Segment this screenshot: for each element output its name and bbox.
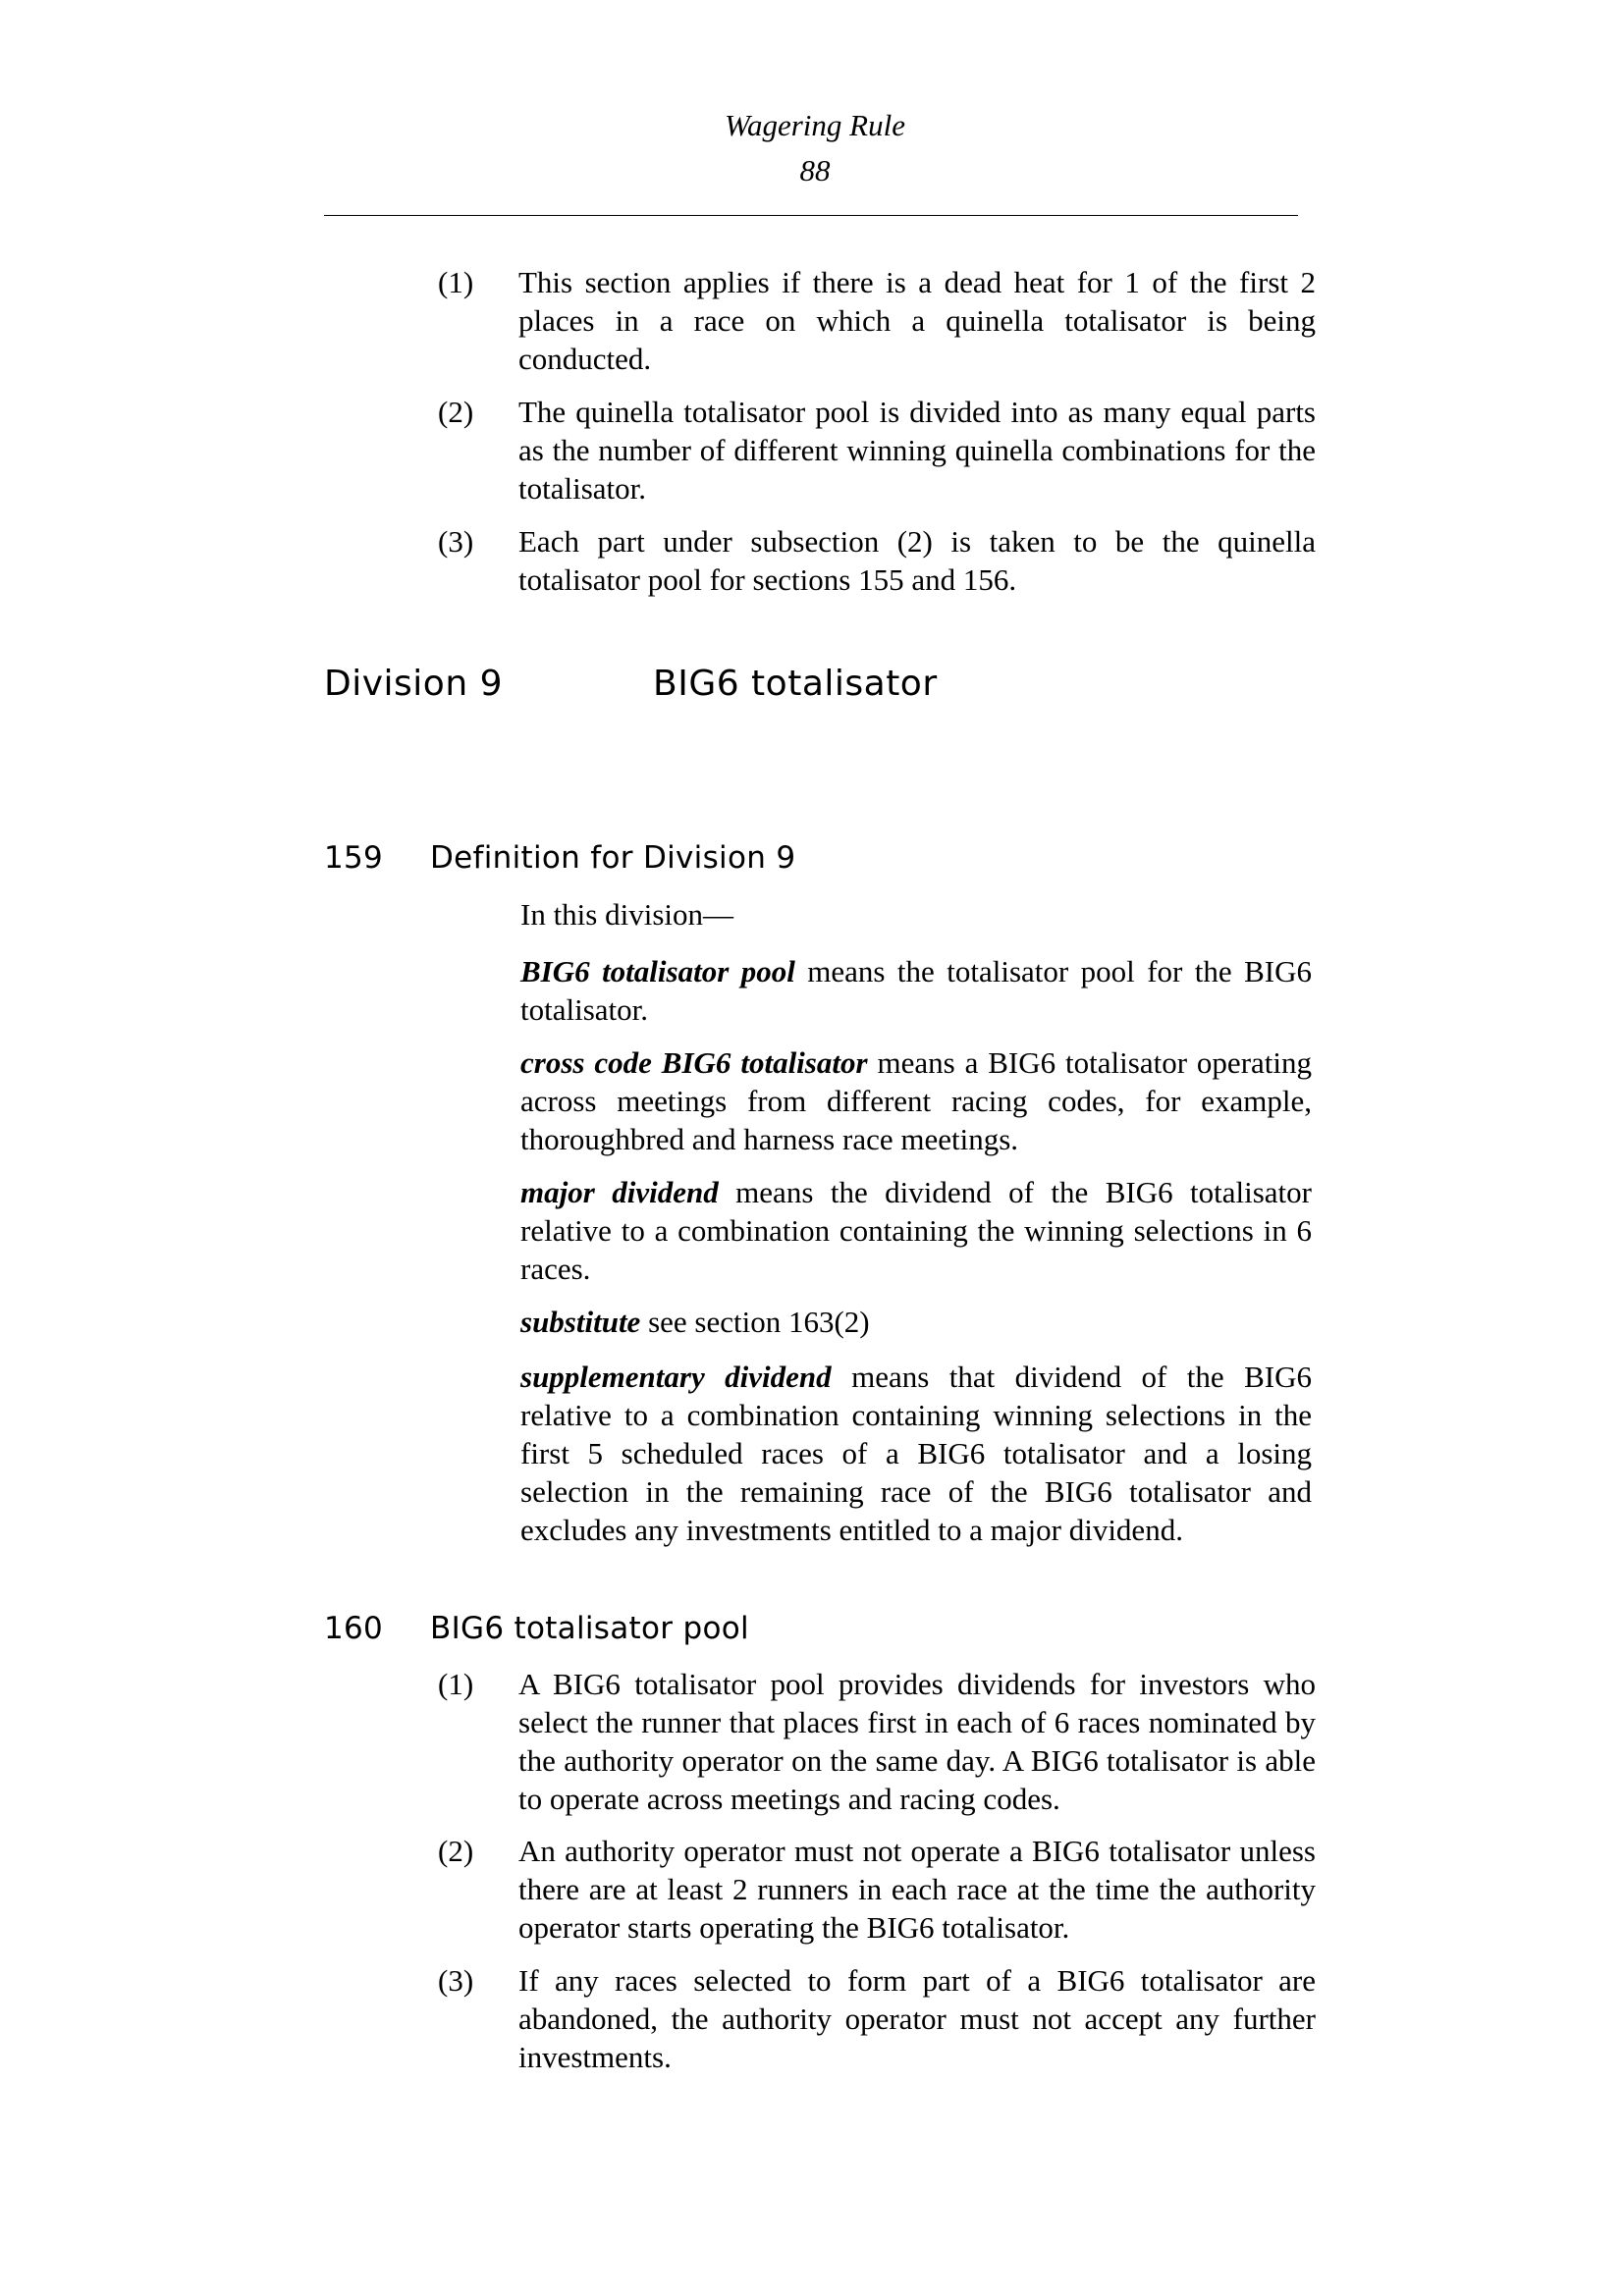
definition-big6-totalisator-pool (520, 952, 1312, 1029)
division-label: Division 9 (324, 664, 503, 704)
header-divider (324, 215, 1298, 216)
definition-text: means that dividend of the BIG6 relative to a combination containing winning selections in the first 5 scheduled races of a BIG6 totalisator and a losing selection in the remaining race of the BIG6 totalisator and excludes any investments entitled to a major dividend. (520, 1360, 1313, 1547)
definition-supplementary-dividend (520, 1358, 1312, 1549)
definition-term: BIG6 totalisator pool (520, 954, 795, 988)
subsection-text: The quinella totalisator pool is divided into as many equal parts as the number of different winning quinella combinations for the totalisator. (518, 395, 1316, 506)
subsection-number: (3) (438, 1963, 474, 1998)
division-title: BIG6 totalisator (653, 664, 938, 704)
subsection-number: (2) (438, 395, 474, 429)
subsection-number: (2) (438, 1834, 474, 1868)
definition-term: substitute (520, 1305, 641, 1339)
subsection-160-2 (412, 1832, 1316, 1947)
subsection-number: (3) (438, 524, 474, 559)
definition-substitute (520, 1303, 1312, 1341)
subsection-text: An authority operator must not operate a BIG6 totalisator unless there are at least 2 runners in each race at the time the authority operator starts operating the BIG6 totalisator. (518, 1834, 1316, 1945)
subsection-160-3 (412, 1961, 1316, 2076)
definition-term: major dividend (520, 1175, 719, 1209)
subsection-number: (1) (438, 265, 474, 299)
subsection-text: A BIG6 totalisator pool provides dividends for investors who select the runner that places first in each of 6 races nominated by the authority operator on the same day. A BIG6 totalisator is able to operate across meetings and racing codes. (518, 1667, 1316, 1816)
definition-text: means a BIG6 totalisator operating across meetings from different racing codes, for example, thoroughbred and harness race meetings. (520, 1045, 1312, 1156)
subsection-160-1 (412, 1665, 1316, 1818)
definition-term: cross code BIG6 totalisator (520, 1045, 868, 1080)
subsection-158-1 (412, 263, 1316, 378)
subsection-158-2 (412, 393, 1316, 507)
section-title: BIG6 totalisator pool (430, 1611, 749, 1646)
definition-major-dividend (520, 1173, 1312, 1288)
section-number: 160 (324, 1611, 384, 1646)
definition-text: means the dividend of the BIG6 totalisator relative to a combination containing the winning selections in 6 races. (520, 1175, 1312, 1286)
subsection-text: If any races selected to form part of a BIG6 totalisator are abandoned, the authority operator must not accept any further investments. (518, 1963, 1316, 2074)
page-number: 88 (799, 153, 831, 187)
definition-text: see section 163(2) (640, 1305, 870, 1339)
subsection-text: This section applies if there is a dead heat for 1 of the first 2 places in a race on which a quinella totalisator is being conducted. (518, 265, 1316, 376)
section-title: Definition for Division 9 (430, 840, 796, 876)
definitions-intro: In this division— (520, 897, 734, 932)
definition-text: means the totalisator pool for the BIG6 totalisator. (520, 954, 1312, 1027)
subsection-text: Each part under subsection (2) is taken to be the quinella totalisator pool for sections 155 and 156. (518, 524, 1316, 597)
subsection-158-3 (412, 522, 1316, 599)
subsection-number: (1) (438, 1667, 474, 1701)
section-number: 159 (324, 840, 384, 876)
definition-term: supplementary dividend (520, 1360, 832, 1394)
running-header-title: Wagering Rule (725, 108, 905, 142)
definition-cross-code-big6-totalisator (520, 1043, 1312, 1158)
